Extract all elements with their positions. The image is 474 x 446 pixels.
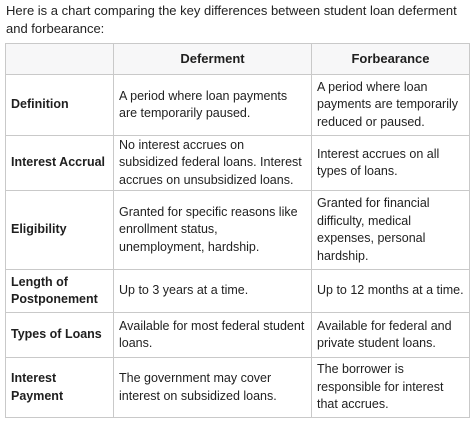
- comparison-table: [5, 43, 470, 418]
- row-label: Length of Postponement: [6, 270, 114, 313]
- intro-text: Here is a chart comparing the key differences between student loan deferment and forbearance:: [6, 3, 457, 36]
- deferment-cell: Up to 3 years at a time.: [114, 270, 312, 313]
- deferment-cell: A period where loan payments are temporarily paused.: [114, 75, 312, 136]
- forbearance-cell: Available for federal and private student loans.: [312, 313, 470, 358]
- row-label: Types of Loans: [6, 313, 114, 358]
- header-empty: [6, 44, 114, 75]
- forbearance-cell: Up to 12 months at a time.: [312, 270, 470, 313]
- header-deferment: Deferment: [114, 44, 312, 75]
- table-row: [6, 358, 470, 418]
- forbearance-cell: Interest accrues on all types of loans.: [312, 136, 470, 191]
- header-forbearance: Forbearance: [312, 44, 470, 75]
- forbearance-cell: The borrower is responsible for interest that accrues.: [312, 358, 470, 418]
- deferment-cell: No interest accrues on subsidized federal loans. Interest accrues on unsubsidized loans.: [114, 136, 312, 191]
- deferment-cell: The government may cover interest on subsidized loans.: [114, 358, 312, 418]
- deferment-cell: Granted for specific reasons like enrollment status, unemployment, hardship.: [114, 191, 312, 270]
- table-row: [6, 136, 470, 191]
- forbearance-cell: Granted for financial difficulty, medical expenses, personal hardship.: [312, 191, 470, 270]
- table-row: [6, 191, 470, 270]
- table-row: [6, 75, 470, 136]
- row-label: Definition: [6, 75, 114, 136]
- row-label: Interest Payment: [6, 358, 114, 418]
- deferment-cell: Available for most federal student loans.: [114, 313, 312, 358]
- row-label: Eligibility: [6, 191, 114, 270]
- table-row: [6, 313, 470, 358]
- table-header-row: [6, 44, 470, 75]
- table-row: [6, 270, 470, 313]
- forbearance-cell: A period where loan payments are temporarily reduced or paused.: [312, 75, 470, 136]
- row-label: Interest Accrual: [6, 136, 114, 191]
